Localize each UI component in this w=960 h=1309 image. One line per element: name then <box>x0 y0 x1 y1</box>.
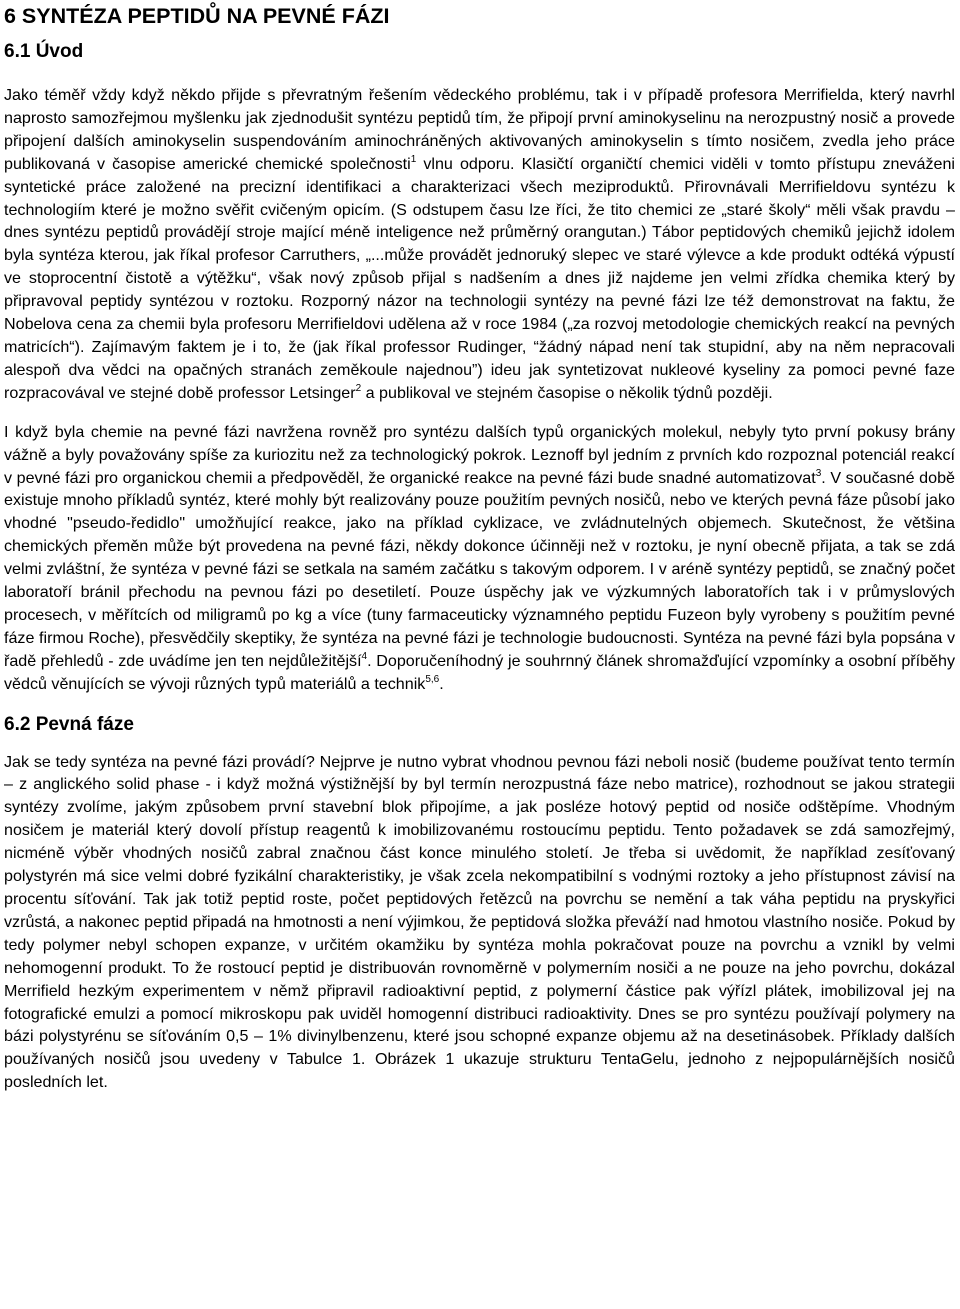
paragraph-intro-1 <box>4 84 955 405</box>
reference-superscript: 5,6 <box>425 673 440 685</box>
section-heading-solid-phase: 6.2 Pevná fáze <box>4 713 134 735</box>
paragraph-text: . V současné době existuje mnoho příkladů syntéz, které mohly být realizovány pouze použitím pevných nosičů, nebo ve kterých pevná fáze působí jako vhodné "pseudo-ředidlo" umožňující reakce, jako na příklad cyklizace, ve zvládnutelných objemech. Skutečnost, že většina chemických přeměn může být provedena na pevné fázi, někdy dokonce účinněji než v roztoku, je nyní obecně přijata, a tak se zdá velmi zvláštní, že syntéza v pevné fázi se setkala na samém začátku s takovým odporem. I v aréně syntézy peptidů, se značný počet laboratoří bránil přechodu na pevnou fázi po desetiletí. Pouze úspěchy jak ve výzkumných laboratořích tak i v průmyslových procesech, v měřítcích od miligramů po kg a více (tuny farmaceuticky významného peptidu Fuzeon byly vyrobeny s použitím pevné fáze firmou Roche), přesvědčily skeptiky, že syntéza na pevné fázi je technologie budoucnosti. Syntéza na pevné fázi byla popsána v řadě přehledů - zde uvádíme jen ten nejdůležitější <box>4 468 955 670</box>
paragraph-text: . <box>439 674 444 693</box>
paragraph-intro-2 <box>4 421 955 696</box>
reference-superscript: 1 <box>410 153 417 165</box>
paragraph-solid-phase-1: Jak se tedy syntéza na pevné fázi provádí? Nejprve je nutno vybrat vhodnou pevnou fázi neboli nosič (budeme používat tento termín – z anglického solid phase - i když možná výstižnější by byl termín nerozpustná fáze nebo matrice), rozhodnout se jakou strategii syntézy zvolíme, jakým způsobem první stavební blok připojíme, a jak posléze hotový peptid od nosiče odštěpíme. Vhodným nosičem je materiál který dovolí přístup reagentů k imobilizovanému rostoucímu peptidu. Tento požadavek se zdá samozřejmý, nicméně výběr vhodných nosičů zabral značnou část konce minulého století. Je třeba si uvědomit, že například zesíťovaný polystyrén má sice velmi dobré fyzikální charakteristiky, je však zcela nekompatibilní s vodnými roztoky a jeho přístupnost závisí na procentu síťování. Tak jak totiž peptid roste, počet peptidových řetězců na povrchu se nemění a tak váha peptidu na pryskyřici vzrůstá, a nakonec peptid připadá na hmotnosti a není výjimkou, že peptidová složka převáží nad hmotou vlastního nosiče. Pokud by tedy polymer nebyl schopen expanze, v určitém okamžiku by syntéza mohla pokračovat pouze na povrchu a vznikl by velmi nehomogenní produkt. To že rostoucí peptid je distribuován rovnoměrně v polymerním nosiči a ne pouze na jeho povrchu, dokázal Merrifield hezkým experimentem v němž připravil radioaktivní peptid, z polymerní částice pak výřízl plátek, imobilizoval jej na fotografické emulzi a pomocí mikroskopu pak uviděl homogenní distribuci radioaktivity. Dnes se pro syntézu používají polymery na bázi polystyrénu se síťováním 0,5 – 1% divinylbenzenu, které jsou schopné expanze objemu až na desetinásobek. Příklady dalších používaných nosičů jsou uvedeny v Tabulce 1. Obrázek 1 ukazuje strukturu TentaGelu, jednoho z nejpopulárnějších nosičů posledních let. <box>4 752 955 1092</box>
reference-superscript: 2 <box>355 382 362 394</box>
paragraph-text: a publikoval ve stejném časopise o několik týdnů později. <box>361 383 773 402</box>
reference-superscript: 3 <box>815 467 822 479</box>
paragraph-text: vlnu odporu. Klasičtí organičtí chemici viděli v tomto přístupu zneváženi syntetické práce založené na precizní identifikaci a charakterizaci všech meziproduktů. Přirovnávali Merrifieldovu syntézu k technologiím které je možno svěřit cvičeným opicím. (S odstupem času lze říci, že tito chemici ze „staré školy“ měli však pravdu – dnes syntézu peptidů provádějí stroje mající méně inteligence než průměrný orangutan.) Tábor peptidových chemiků jejichž idolem byla syntéza kterou, jak říkal profesor Carruthers, „...může provádět jednoruký slepec ve staré výlevce a kde produkt odtéká výpustí ve stoprocentní čistotě a výtěžku“, však nový způsob přijal s nadšením a dnes již najdeme jen velmi zřídka chemika který by připravoval peptidy syntézou v roztoku. Rozporný názor na technologii syntézy na pevné fázi lze též demonstrovat na faktu, že Nobelova cena za chemii byla profesoru Merrifieldovi udělena až v roce 1984 („za rozvoj metodologie chemických reakcí na pevných matricích“). Zajímavým faktem je i to, že (jak říkal professor Rudinger, “žádný nápad není tak stupidní, aby na něm nepracovali alespoň dva vědci na opačných stranách zeměkoule najednou”) ideu jak syntetizovat nukleové kyseliny za pomoci pevné faze rozpracovával ve stejné době professor Letsinger <box>4 154 955 402</box>
reference-superscript: 4 <box>361 650 368 662</box>
chapter-title: 6 SYNTÉZA PEPTIDŮ NA PEVNÉ FÁZI <box>4 4 390 28</box>
paragraph-text: I když byla chemie na pevné fázi navržena rovněž pro syntézu dalších typů organických molekul, nebyly tyto první pokusy brány vážně a byly považovány spíše za kuriozitu než za technologický pokrok. Leznoff byl jedním z prvních kdo rozpoznal potenciál reakcí v pevné fázi pro organickou chemii a předpověděl, že organické reakce na pevné fázi bude snadné automatizovat <box>4 422 955 487</box>
paragraph-text: Jako téměř vždy když někdo přijde s převratným řešením vědeckého problému, tak i v případě profesora Merrifielda, který navrhl naprosto samozřejmou myšlenku jak zjednodušit syntézu peptidů tím, že připojí první aminokyselinu na nerozpustný nosič a provede připojení dalších aminokyselin suspendováním aminochráněných aktivovaných aminokyselin s tímto nosičem, zvedla jeho práce publikovaná v časopise americké chemické společnosti <box>4 86 955 173</box>
section-heading-intro: 6.1 Úvod <box>4 41 84 62</box>
paragraph-text: . Doporučeníhodný je souhrnný článek shromažďující vzpomínky a osobní příběhy vědců věnujících se vývoji různých typů materiálů a technik <box>4 651 955 693</box>
